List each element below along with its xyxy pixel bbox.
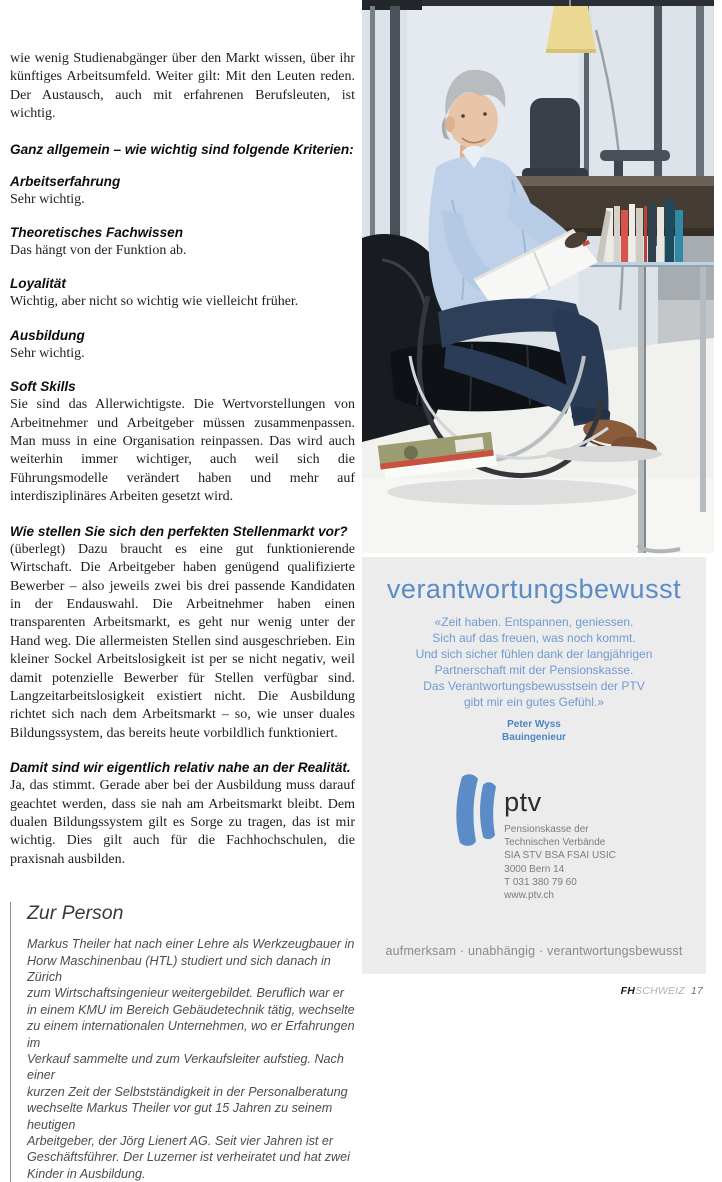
ptv-advertisement [362,557,706,974]
person-info-box [10,902,355,1182]
ptv-logo [362,771,706,902]
ptv-logo-text-block [504,771,616,902]
criterion-answer: Sehr wichtig. [10,191,85,207]
criterion-soft-skills [10,378,355,506]
interview-question: Damit sind wir eigentlich relativ nahe an der Realität. [10,760,351,776]
page-footer [621,985,703,997]
qa-stellenmarkt [10,523,355,743]
criterion-label: Soft Skills [10,379,76,395]
criterion-arbeitserfahrung [10,173,355,209]
criterion-fachwissen [10,224,355,260]
footer-brand-bold: FH [620,985,636,997]
office-scene-illustration [362,0,714,553]
interview-article [10,50,355,1182]
criterion-label: Loyalität [10,276,66,292]
person-bio: Markus Theiler hat nach einer Lehre als Werkzeugbauer in Horw Maschinenbau (HTL) studiert und sich danach in Zürich zum Wirtschaftsingenieur weitergebildet. Beruflich war er in einem KMU im Bereich Gebäudetechnik tätig, wechselte zu einem internationalen Unternehmen, wo er Erfahrungen im Verkauf sammelte und zum Verkaufsleiter aufstieg. Nach einer kurzen Zeit der Selbstständigkeit in der Personalberatung wechselte Markus Theiler vor gut 15 Jahren zu seinem heutigen Arbeitgeber, der Jörg Lienert AG. Seit vier Jahren ist er Geschäftsführer. Der Luzerner ist verheiratet und hat zwei Kinder in Ausbildung. [27,937,355,1181]
criterion-ausbildung [10,327,355,363]
criterion-label: Theoretisches Fachwissen [10,225,184,241]
interview-question: Wie stellen Sie sich den perfekten Stellenmarkt vor? [10,523,348,539]
interview-answer: Ja, das stimmt. Gerade aber bei der Ausbildung muss darauf geachtet werden, dass sie nah am Arbeitsmarkt bleibt. Dem dualen Bildungssystem gilt es Sorge zu tragen, das ist mir wichtig. Dies gilt auch für die Fachhochschulen, die praxisnah ausbilden. [10,778,355,867]
criterion-label: Ausbildung [10,327,85,343]
ad-quote: «Zeit haben. Entspannen, geniessen. Sich auf das freuen, was noch kommt. Und sich sicher fühlen dank der langjährigen Partnerschaft mit der Pensionskasse. Das Verantwortungsbewusstsein der PTV gibt mir ein gutes Gefühl.» [415,615,653,709]
criterion-loyalitaet [10,275,355,311]
person-box-title: Zur Person [27,902,124,925]
criterion-answer: Wichtig, aber nicht so wichtig wie vielleicht früher. [10,294,299,310]
ptv-logo-word: ptv [504,787,542,817]
ptv-address: Pensionskasse der Technischen Verbände SIA STV BSA FSAI USIC 3000 Bern 14 T 031 380 79 60 www.ptv.ch [504,824,616,902]
criterion-answer: Sie sind das Allerwichtigste. Die Wertvorstellungen von Arbeitnehmer und Arbeitgeber müssen zusammenpassen. Man muss in eine Organisation reinpassen. Das wird auch weiterhin immer wichtiger, auch weil sich die Führungsmodelle verändert haben und mehr auf interdisziplinäres Arbeiten gesetzt wird. [10,397,355,505]
ptv-brush-strokes-icon [452,771,498,851]
ad-tagline: aufmerksam · unabhängig · verantwortungsbewusst [385,944,683,958]
ad-author-role: Bauingenieur [502,732,566,743]
ad-author-name: Peter Wyss [507,719,561,730]
hero-photo [362,0,714,553]
criterion-answer: Sehr wichtig. [10,345,85,361]
ad-headline: verantwortungsbewusst [386,574,682,604]
intro-paragraph: wie wenig Studienabgänger über den Markt wissen, über ihr künftiges Arbeitsumfeld. Weiter gilt: Mit den Leuten reden. Der Austausch, auch mit erfahrenen Berufsleuten, ist wichtig. [10,51,355,122]
qa-realitaet [10,759,355,869]
criterion-label: Arbeitserfahrung [10,173,121,189]
page-number: 17 [690,985,703,997]
criterion-answer: Das hängt von der Funktion ab. [10,243,187,259]
interview-answer: (überlegt) Dazu braucht es eine gut funktionierende Wirtschaft. Die Arbeitgeber haben genügend qualifizierte Bewerber – also jeweils zwei bis drei passende Kandidaten in der Endauswahl. Die Arbeitnehmer haben einen transparenten Arbeitsmarkt, es geht nur wenig unter der Hand weg. Die allermeisten Stellen sind ausgeschrieben. Ein kleiner Sockel Arbeitslosigkeit ist per se nicht negativ, weil damit potenzielle Bewerber für Stellen verfügbar sind. Langzeitarbeitslosigkeit existiert nicht. Die Ausbildung richtet sich nach dem Arbeitsmarkt – so, wie unser duales Bildungssystem, das bereits heute vorbildlich funktioniert. [10,541,355,741]
footer-brand-light: SCHWEIZ [635,985,685,997]
question-criteria: Ganz allgemein – wie wichtig sind folgende Kriterien: [10,141,354,157]
